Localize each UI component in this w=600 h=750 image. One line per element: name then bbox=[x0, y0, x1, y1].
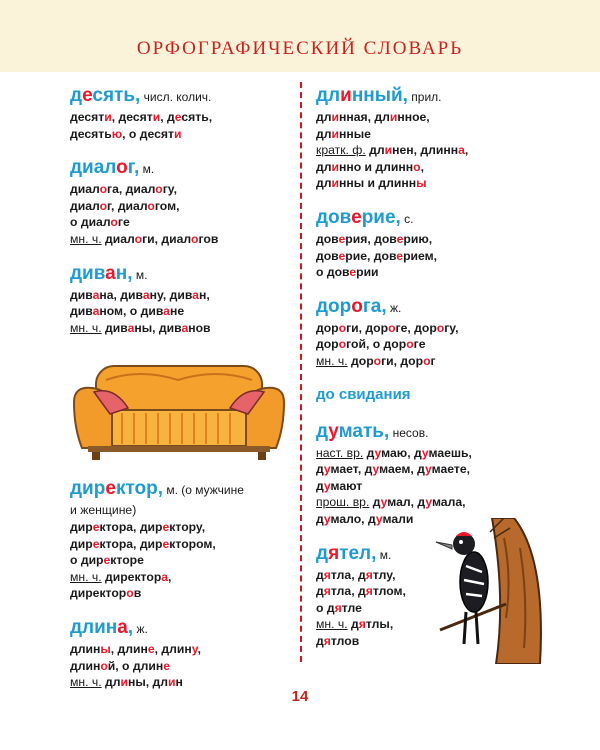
word-text: , bbox=[464, 143, 469, 158]
grammar-note: ж. bbox=[133, 621, 148, 636]
entry-form-line bbox=[70, 126, 288, 143]
word-text: , десят bbox=[111, 110, 153, 124]
stress-mark: у bbox=[375, 511, 383, 526]
stress-mark: о bbox=[155, 182, 163, 197]
word-text: дир bbox=[70, 478, 106, 500]
stress-mark: а bbox=[181, 320, 189, 335]
grammar-label: наст. вр. bbox=[316, 445, 364, 460]
grammar-note: несов. bbox=[389, 425, 429, 440]
word-text: дл bbox=[316, 110, 332, 124]
word-text: гу, bbox=[444, 320, 459, 335]
word-text: , bbox=[168, 569, 172, 584]
stress-mark: я bbox=[323, 567, 331, 582]
stress-mark: у bbox=[323, 478, 331, 493]
grammar-label: мн. ч. bbox=[70, 569, 102, 584]
word-text: , длин bbox=[154, 641, 192, 656]
stress-mark: а bbox=[105, 262, 116, 284]
word-text: д bbox=[316, 462, 324, 477]
word-text: ктору, bbox=[169, 519, 206, 534]
entry-headword-line bbox=[316, 206, 556, 231]
word-text: тла, д bbox=[330, 567, 366, 582]
word-text: нные bbox=[338, 126, 371, 141]
entry-form-line bbox=[316, 126, 556, 143]
stress-mark: и bbox=[340, 85, 352, 106]
word-text: г bbox=[430, 353, 436, 368]
word-text: ктора, дир bbox=[99, 519, 163, 534]
word-text: , bbox=[197, 641, 202, 656]
word-text: нен, длинн bbox=[392, 143, 459, 158]
grammar-note: м. bbox=[132, 267, 148, 282]
entry-form-line bbox=[70, 585, 288, 602]
stress-mark: о bbox=[126, 586, 134, 601]
stress-mark: а bbox=[161, 569, 169, 584]
word-text: , о десят bbox=[122, 126, 174, 141]
sofa-illustration bbox=[70, 358, 288, 462]
stress-mark: ы bbox=[100, 641, 111, 656]
word-text: г, диал bbox=[107, 198, 148, 213]
word-text: нно и длинн bbox=[338, 159, 414, 174]
word-text: д bbox=[316, 584, 324, 599]
grammar-label: прош. вр. bbox=[316, 495, 370, 510]
word-text: дл bbox=[316, 85, 341, 106]
word-text: ны, дл bbox=[128, 675, 169, 690]
entry-form-line bbox=[70, 303, 288, 320]
stress-mark: ы bbox=[416, 176, 427, 191]
entry-form-line bbox=[70, 641, 288, 658]
word-text: дор bbox=[347, 353, 374, 368]
dictionary-entry-dumat bbox=[316, 420, 556, 528]
stress-mark: о bbox=[373, 353, 382, 368]
word-text: , длин bbox=[110, 641, 148, 656]
stress-mark: о bbox=[338, 337, 347, 352]
stress-mark: е bbox=[92, 536, 100, 551]
stress-mark: и bbox=[331, 110, 339, 124]
word-text: мала, bbox=[431, 495, 466, 510]
stress-mark: я bbox=[365, 584, 373, 599]
word-text: ктора, дир bbox=[99, 536, 163, 551]
word-text: мают bbox=[330, 478, 363, 493]
word-text: тел, bbox=[339, 542, 377, 564]
stress-mark: и bbox=[120, 675, 128, 690]
word-text: н, bbox=[115, 262, 133, 284]
word-text: рие, bbox=[361, 206, 401, 228]
stress-mark: о bbox=[406, 337, 414, 352]
word-text: д bbox=[316, 420, 329, 442]
stress-mark: у bbox=[372, 462, 380, 477]
stress-mark: и bbox=[384, 143, 393, 158]
word-text: директор bbox=[70, 586, 127, 601]
word-text: тлом, bbox=[372, 584, 406, 599]
word-text: длин bbox=[70, 616, 118, 638]
stress-mark: у bbox=[421, 445, 429, 460]
word-text: гом, bbox=[154, 198, 180, 213]
word-text: дл bbox=[316, 176, 332, 191]
word-text: д bbox=[316, 633, 324, 648]
entry-headword-line bbox=[70, 84, 288, 109]
entry-form-line bbox=[70, 287, 288, 304]
word-text: ния bbox=[383, 385, 411, 403]
word-text: г, bbox=[127, 157, 140, 179]
dictionary-entry-desyat bbox=[70, 84, 288, 142]
word-text: ны, див bbox=[134, 320, 182, 335]
word-text: гу, bbox=[162, 182, 178, 197]
stress-mark: е bbox=[396, 231, 404, 246]
word-text: рие, дов bbox=[345, 248, 397, 263]
stress-mark: е bbox=[82, 85, 93, 106]
word-text: дл bbox=[101, 675, 121, 690]
entry-form-line bbox=[70, 198, 288, 215]
word-text: о дов bbox=[316, 265, 350, 280]
stress-mark: е bbox=[174, 110, 182, 124]
word-text: маю, д bbox=[381, 445, 422, 460]
page-number: 14 bbox=[291, 688, 309, 705]
stress-mark: е bbox=[162, 536, 170, 551]
stress-mark: о bbox=[191, 231, 199, 246]
word-text: дл bbox=[316, 159, 332, 174]
stress-mark: я bbox=[323, 633, 331, 648]
entry-form-line bbox=[316, 159, 556, 176]
word-text: ге, дор bbox=[395, 320, 437, 335]
entry-headword-line bbox=[70, 156, 288, 181]
grammar-note: с. bbox=[400, 211, 414, 226]
word-text: ги, дор bbox=[346, 320, 389, 335]
entry-form-line bbox=[70, 569, 288, 586]
entry-headword-line bbox=[316, 384, 556, 406]
stress-mark: а bbox=[142, 287, 150, 302]
dictionary-entry-divan bbox=[70, 262, 288, 337]
word-text: рием, bbox=[403, 248, 438, 263]
stress-mark: и bbox=[168, 675, 176, 690]
word-text: мали bbox=[382, 511, 414, 526]
stress-mark: о bbox=[99, 198, 108, 213]
word-text: дор bbox=[316, 337, 339, 352]
stress-mark: у bbox=[328, 420, 339, 442]
word-text: длин bbox=[70, 658, 101, 673]
word-text: в bbox=[133, 586, 142, 601]
grammar-note: м. (о мужчине bbox=[163, 483, 244, 498]
word-text: нов bbox=[188, 320, 211, 335]
entry-form-line bbox=[316, 320, 556, 337]
stress-mark: е bbox=[162, 519, 170, 534]
word-text: ном, о див bbox=[99, 304, 164, 319]
stress-mark: у bbox=[323, 462, 331, 477]
word-text: й, о длин bbox=[107, 658, 164, 673]
grammar-note: и женщине) bbox=[70, 503, 137, 518]
grammar-label: мн. ч. bbox=[70, 320, 102, 335]
dictionary-entry-direktor bbox=[70, 477, 288, 602]
grammar-note: прил. bbox=[407, 90, 442, 104]
word-text: д bbox=[316, 511, 324, 526]
word-text: ге bbox=[413, 337, 426, 352]
stress-mark: у bbox=[191, 641, 198, 656]
stress-mark: я bbox=[328, 542, 340, 564]
stress-mark: а bbox=[192, 287, 199, 302]
dictionary-entry-dlina bbox=[70, 616, 288, 691]
word-text: мал, д bbox=[387, 495, 426, 510]
word-text: нный, bbox=[351, 85, 408, 106]
stress-mark: я bbox=[323, 584, 331, 599]
stress-mark: а bbox=[92, 287, 100, 302]
word-text: дл bbox=[365, 143, 385, 158]
word-text: о д bbox=[316, 600, 335, 615]
entry-form-line bbox=[316, 478, 556, 495]
word-text: тлы, bbox=[365, 617, 394, 632]
stress-mark: я bbox=[358, 617, 366, 632]
stress-mark: о bbox=[100, 658, 108, 673]
entry-headword-line bbox=[70, 262, 288, 287]
grammar-note: числ. колич. bbox=[140, 90, 212, 104]
entry-headword-line bbox=[70, 616, 288, 641]
word-text: д bbox=[347, 617, 359, 632]
stress-mark: о bbox=[338, 320, 347, 335]
stress-mark: о bbox=[413, 159, 421, 174]
entry-form-line bbox=[70, 502, 288, 519]
word-text: н, bbox=[198, 287, 210, 302]
word-text: дов bbox=[316, 248, 339, 263]
word-text: гов bbox=[198, 231, 219, 246]
word-text: маешь, bbox=[428, 445, 472, 460]
word-text: див bbox=[70, 304, 93, 319]
stress-mark: и bbox=[104, 110, 112, 124]
entry-form-line bbox=[316, 175, 556, 192]
word-text: тле bbox=[341, 600, 362, 615]
word-text: дов bbox=[316, 231, 339, 246]
word-text: о диал bbox=[70, 215, 111, 230]
word-text: д bbox=[369, 495, 381, 510]
entry-form-line bbox=[316, 142, 556, 159]
word-text: директор bbox=[101, 569, 162, 584]
word-text: ну, див bbox=[149, 287, 193, 302]
word-text: нная, дл bbox=[338, 110, 390, 124]
entry-headword-line bbox=[316, 420, 556, 445]
stress-mark: а bbox=[375, 385, 384, 403]
word-text: на, див bbox=[99, 287, 143, 302]
dictionary-entry-dlinnyy bbox=[316, 84, 556, 192]
stress-mark: ю bbox=[111, 126, 123, 141]
word-text: га, bbox=[362, 295, 387, 317]
word-text: рия, дов bbox=[345, 231, 397, 246]
stress-mark: и bbox=[152, 110, 161, 124]
stress-mark: о bbox=[351, 295, 363, 317]
dictionary-entry-doverie bbox=[316, 206, 556, 281]
entry-form-line bbox=[316, 264, 556, 281]
word-text: ктором, bbox=[169, 536, 216, 551]
stress-mark: о bbox=[110, 215, 118, 230]
entry-form-line bbox=[316, 445, 556, 462]
stress-mark: и bbox=[389, 110, 398, 124]
column-divider bbox=[300, 82, 302, 662]
word-text: тлов bbox=[330, 633, 360, 648]
word-text: рии bbox=[356, 265, 379, 280]
entry-form-line bbox=[70, 658, 288, 675]
stress-mark: о bbox=[147, 198, 155, 213]
grammar-label: мн. ч. bbox=[70, 675, 102, 690]
entry-form-line bbox=[70, 536, 288, 553]
stress-mark: о bbox=[116, 157, 128, 179]
word-text: не bbox=[169, 304, 185, 319]
stress-mark: у bbox=[374, 445, 382, 460]
stress-mark: у bbox=[323, 511, 331, 526]
stress-mark: а bbox=[92, 304, 100, 319]
stress-mark: я bbox=[334, 600, 342, 615]
stress-mark: е bbox=[92, 519, 100, 534]
entry-form-line bbox=[70, 519, 288, 536]
page-title: ОРФОГРАФИЧЕСКИЙ СЛОВАРЬ bbox=[136, 38, 464, 59]
word-text: нное, bbox=[397, 110, 430, 124]
entry-form-line bbox=[70, 231, 288, 248]
stress-mark: е bbox=[103, 553, 111, 568]
word-text: диал bbox=[70, 198, 100, 213]
word-text: диал bbox=[70, 157, 117, 179]
entry-form-line bbox=[70, 109, 288, 126]
entry-form-line bbox=[70, 320, 288, 337]
word-text: д bbox=[70, 85, 83, 106]
word-text: д bbox=[363, 445, 375, 460]
word-text: див bbox=[101, 320, 128, 335]
stress-mark: е bbox=[349, 265, 357, 280]
word-text: кторе bbox=[110, 553, 144, 568]
grammar-label: мн. ч. bbox=[316, 353, 348, 368]
word-text: ктор, bbox=[115, 478, 163, 500]
entry-form-line bbox=[316, 109, 556, 126]
stress-mark: е bbox=[338, 248, 346, 263]
grammar-note: м. bbox=[376, 547, 392, 562]
entry-form-line bbox=[316, 494, 556, 511]
word-text: нны и длинн bbox=[338, 176, 417, 191]
stress-mark: е bbox=[338, 231, 346, 246]
stress-mark: и bbox=[331, 159, 339, 174]
word-text: маем, д bbox=[379, 462, 426, 477]
stress-mark: е bbox=[396, 248, 404, 263]
word-text: диал bbox=[101, 231, 135, 246]
word-text: дор bbox=[316, 320, 339, 335]
stress-mark: о bbox=[99, 182, 108, 197]
stress-mark: а bbox=[163, 304, 170, 319]
grammar-label: кратк. ф. bbox=[316, 143, 366, 158]
word-text: д bbox=[316, 478, 324, 493]
word-text: мает, д bbox=[330, 462, 373, 477]
word-text: сять, bbox=[181, 110, 213, 124]
stress-mark: о bbox=[423, 353, 431, 368]
word-text: до свид bbox=[316, 385, 376, 403]
stress-mark: а bbox=[117, 616, 128, 638]
entry-form-line bbox=[70, 181, 288, 198]
word-text: десят bbox=[70, 110, 105, 124]
stress-mark: е bbox=[351, 206, 362, 228]
woodpecker-illustration bbox=[434, 518, 548, 664]
word-text: длин bbox=[70, 641, 101, 656]
word-text: га, диал bbox=[107, 182, 156, 197]
stress-mark: и bbox=[331, 176, 339, 191]
word-text: диал bbox=[70, 182, 100, 197]
stress-mark: у bbox=[380, 495, 388, 510]
stress-mark: и bbox=[331, 126, 339, 141]
word-text: ге bbox=[117, 215, 130, 230]
stress-mark: у bbox=[425, 462, 432, 477]
stress-mark: а bbox=[458, 143, 465, 158]
word-text: десять bbox=[70, 126, 112, 141]
word-text: маете, bbox=[431, 462, 471, 477]
word-text: ги, диал bbox=[142, 231, 191, 246]
entry-form-line bbox=[70, 552, 288, 569]
word-text: мало, д bbox=[330, 511, 376, 526]
word-text: о дир bbox=[70, 553, 104, 568]
grammar-note: ж. bbox=[386, 300, 402, 315]
word-text: рию, bbox=[403, 231, 433, 246]
word-text: , bbox=[420, 159, 424, 174]
grammar-label: мн. ч. bbox=[70, 231, 102, 246]
entry-headword-line bbox=[316, 295, 556, 320]
dictionary-entry-dialog bbox=[70, 156, 288, 247]
dictionary-entry-doroga bbox=[316, 295, 556, 370]
stress-mark: е bbox=[105, 478, 116, 500]
entry-headword-line bbox=[70, 477, 288, 502]
word-text: тла, д bbox=[330, 584, 366, 599]
word-text: , bbox=[127, 616, 134, 638]
entry-form-line bbox=[316, 353, 556, 370]
stress-mark: и bbox=[173, 126, 182, 141]
word-text: н bbox=[175, 675, 183, 690]
page-header bbox=[0, 0, 600, 72]
stress-mark: о bbox=[388, 320, 396, 335]
word-text: ги, дор bbox=[381, 353, 424, 368]
stress-mark: я bbox=[365, 567, 373, 582]
word-text: дир bbox=[70, 536, 93, 551]
word-text: гой, о дор bbox=[346, 337, 407, 352]
left-column bbox=[70, 84, 288, 705]
word-text: див bbox=[70, 262, 106, 284]
stress-mark: е bbox=[147, 641, 155, 656]
word-text: , д bbox=[160, 110, 175, 124]
word-text: мать, bbox=[338, 420, 390, 442]
word-text: тлу, bbox=[372, 567, 396, 582]
entry-form-line bbox=[70, 214, 288, 231]
word-text: дир bbox=[70, 519, 93, 534]
word-text: дов bbox=[316, 206, 352, 228]
entry-form-line bbox=[316, 248, 556, 265]
dictionary-entry-do-svidaniya bbox=[316, 384, 556, 406]
word-text: дор bbox=[316, 295, 352, 317]
word-text: сять, bbox=[92, 85, 141, 106]
stress-mark: о bbox=[134, 231, 143, 246]
word-text: д bbox=[316, 567, 324, 582]
stress-mark: у bbox=[425, 495, 432, 510]
grammar-note: м. bbox=[139, 162, 155, 177]
stress-mark: о bbox=[436, 320, 445, 335]
stress-mark: а bbox=[127, 320, 135, 335]
word-text: дл bbox=[316, 126, 332, 141]
grammar-label: мн. ч. bbox=[316, 617, 348, 632]
word-text: д bbox=[316, 542, 329, 564]
entry-form-line bbox=[316, 231, 556, 248]
entry-form-line bbox=[316, 461, 556, 478]
entry-form-line bbox=[316, 336, 556, 353]
entry-headword-line bbox=[316, 84, 556, 109]
word-text: див bbox=[70, 287, 93, 302]
stress-mark: е bbox=[163, 658, 171, 673]
